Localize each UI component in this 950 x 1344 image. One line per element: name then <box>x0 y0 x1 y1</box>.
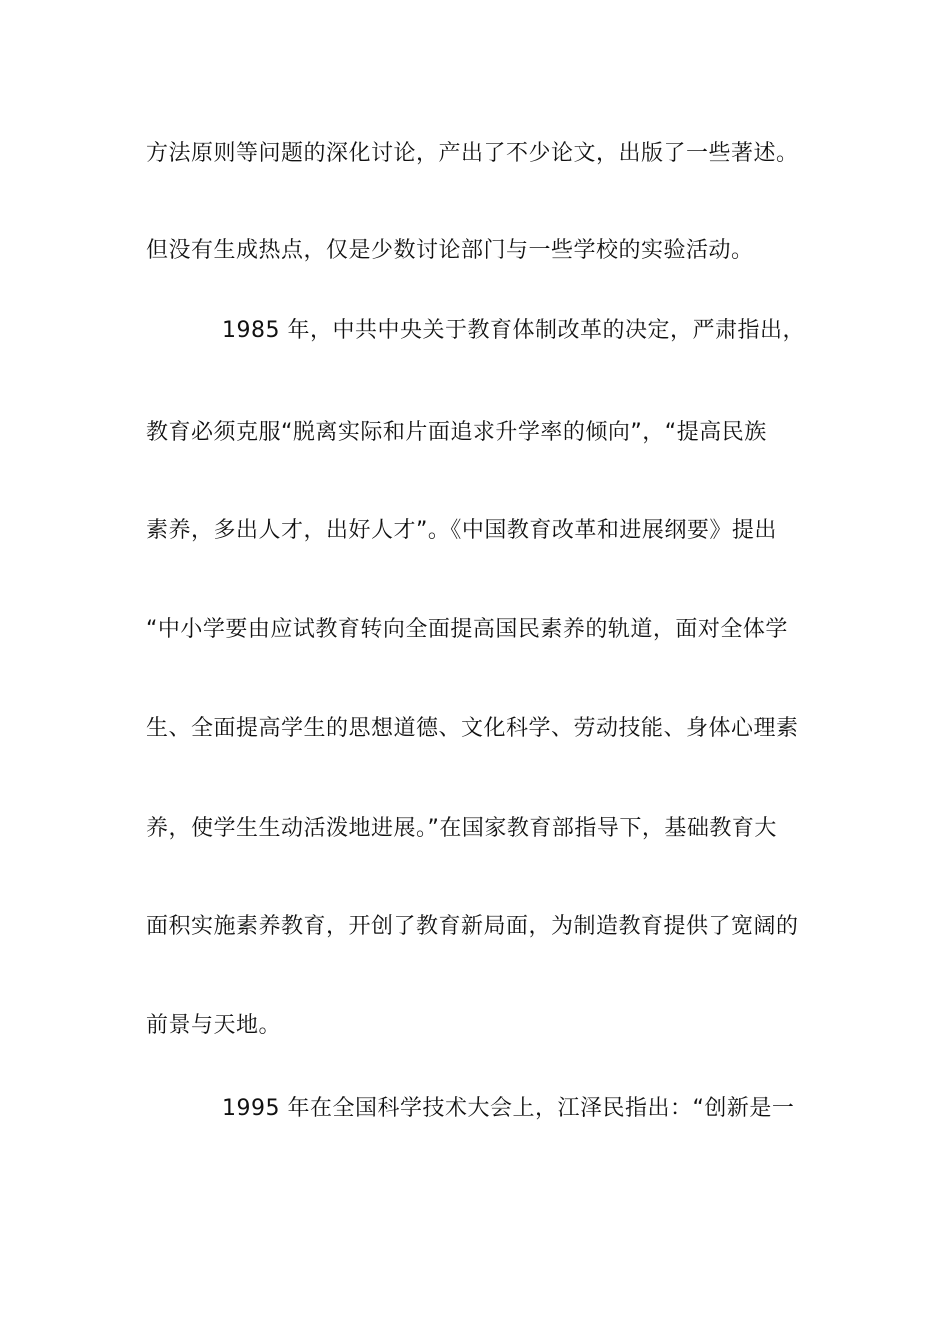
paragraph-line: 教育必须克服“脱离实际和片面追求升学率的倾向”，“提高民族 <box>146 420 767 445</box>
paragraph-line: 面积实施素养教育，开创了教育新局面，为制造教育提供了宽阔的 <box>146 914 799 939</box>
paragraph-line: 前景与天地。 <box>146 1013 282 1038</box>
paragraph-line: 养，使学生生动活泼地进展。”在国家教育部指导下，基础教育大 <box>146 816 777 841</box>
paragraph-line: 但没有生成热点，仅是少数讨论部门与一些学校的实验活动。 <box>146 238 754 263</box>
paragraph-line: “中小学要由应试教育转向全面提高国民素养的轨道，面对全体学 <box>146 617 788 642</box>
paragraph-line: 生、全面提高学生的思想道德、文化科学、劳动技能、身体心理素 <box>146 716 799 741</box>
paragraph-line: 1995 年在全国科学技术大会上，江泽民指出：“创新是一 <box>222 1096 795 1121</box>
paragraph-line: 方法原则等问题的深化讨论，产出了不少论文，出版了一些著述。 <box>146 141 799 166</box>
paragraph-line: 素养，多出人才，出好人才”。《中国教育改革和进展纲要》提出 <box>146 518 777 543</box>
paragraph-line: 1985 年，中共中央关于教育体制改革的决定，严肃指出， <box>222 318 805 343</box>
